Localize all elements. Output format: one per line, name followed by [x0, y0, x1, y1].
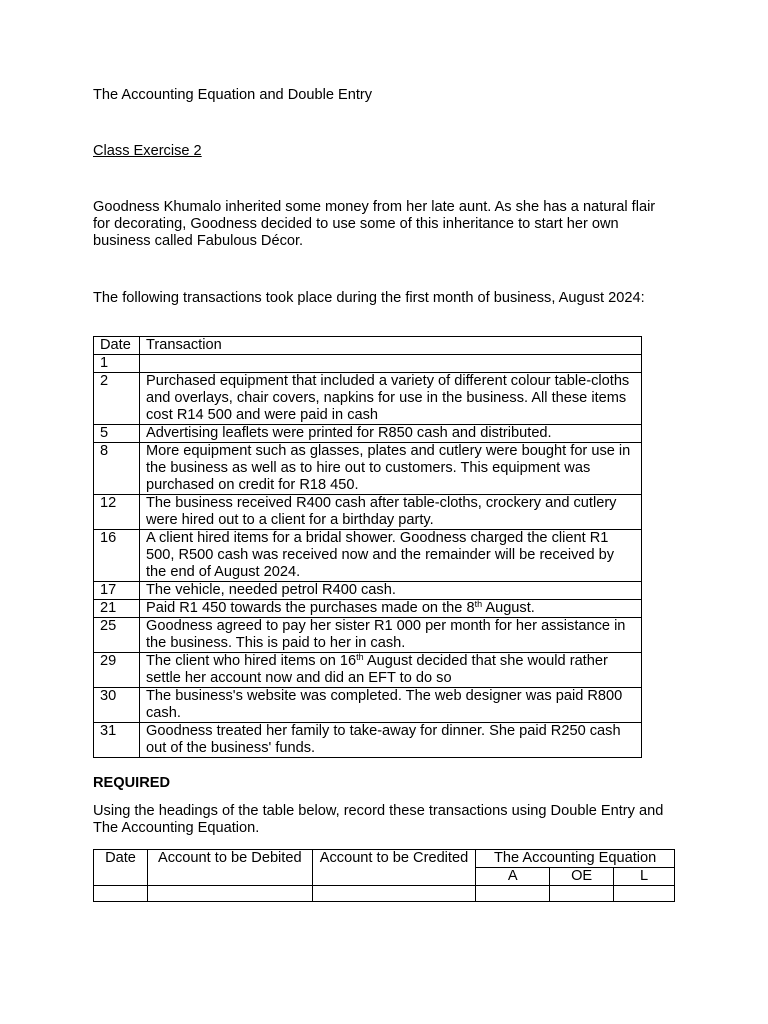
answer-cell[interactable] [312, 886, 476, 902]
table-row [94, 723, 642, 758]
exercise-subtitle: Class Exercise 2 [93, 143, 202, 159]
owners-equity-header: OE [550, 868, 614, 886]
row-text: A client hired items for a bridal shower. Goodness charged the client R1 500, R500 cash was received now and the remainder will be received by the end of August 2024. [140, 530, 642, 582]
answer-blank-row [94, 886, 675, 902]
table-row [94, 425, 642, 443]
table-row [94, 582, 642, 600]
row-text [140, 355, 642, 373]
row-text: The business received R400 cash after table-cloths, crockery and cutlery were hired out to a client for a birthday party. [140, 495, 642, 530]
answer-cell[interactable] [147, 886, 312, 902]
row-date: 5 [94, 425, 140, 443]
table-row [94, 373, 642, 425]
answer-table [93, 849, 675, 902]
row-text-before: Paid R1 450 towards the purchases made on the 8 [146, 600, 475, 616]
row-date: 1 [94, 355, 140, 373]
row-text: The vehicle, needed petrol R400 cash. [140, 582, 642, 600]
row-date: 17 [94, 582, 140, 600]
required-instructions: Using the headings of the table below, record these transactions using Double Entry and The Accounting Equation. [93, 803, 664, 836]
answer-cell[interactable] [550, 886, 614, 902]
row-text: Purchased equipment that included a variety of different colour table-cloths and overlays, chair covers, napkins for use in the business. All these items cost R14 500 and were paid in cash [140, 373, 642, 425]
liabilities-header: L [614, 868, 675, 886]
row-date: 31 [94, 723, 140, 758]
answer-cell[interactable] [94, 886, 148, 902]
ordinal-suffix: th [474, 599, 483, 609]
answer-date-header: Date [94, 850, 148, 886]
table-row [94, 653, 642, 688]
row-text: Advertising leaflets were printed for R850 cash and distributed. [140, 425, 642, 443]
table-row [94, 495, 642, 530]
row-date: 2 [94, 373, 140, 425]
table-row [94, 530, 642, 582]
row-text-after: August. [482, 600, 535, 616]
row-text: Goodness treated her family to take-away for dinner. She paid R250 cash out of the business' funds. [140, 723, 642, 758]
table-row [94, 355, 642, 373]
document-title: The Accounting Equation and Double Entry [93, 87, 373, 103]
answer-header-row [94, 850, 675, 868]
required-heading: REQUIRED [93, 775, 171, 791]
date-header: Date [94, 337, 140, 355]
transactions-lead: The following transactions took place during the first month of business, August 2024: [93, 290, 645, 306]
debit-account-header: Account to be Debited [147, 850, 312, 886]
row-date: 29 [94, 653, 140, 688]
ordinal-suffix: th [356, 652, 364, 662]
table-header-row [94, 337, 642, 355]
table-row [94, 600, 642, 618]
row-text-before: The client who hired items on 16 [146, 653, 357, 669]
table-row [94, 618, 642, 653]
answer-cell[interactable] [614, 886, 675, 902]
row-date: 16 [94, 530, 140, 582]
accounting-equation-header: The Accounting Equation [476, 850, 675, 868]
intro-paragraph: Goodness Khumalo inherited some money from her late aunt. As she has a natural flair for decorating, Goodness decided to use some of this inheritance to start her own business called Fabulous Décor. [93, 199, 656, 249]
row-date: 21 [94, 600, 140, 618]
row-text [140, 600, 642, 618]
credit-account-header: Account to be Credited [312, 850, 476, 886]
row-date: 25 [94, 618, 140, 653]
transaction-header: Transaction [140, 337, 642, 355]
row-text: Goodness agreed to pay her sister R1 000 per month for her assistance in the business. This is paid to her in cash. [140, 618, 642, 653]
assets-header: A [476, 868, 550, 886]
row-date: 30 [94, 688, 140, 723]
transactions-table [93, 336, 642, 758]
answer-cell[interactable] [476, 886, 550, 902]
row-text-after: August decided that she would rather settle her account now and did an EFT to do so [146, 653, 608, 686]
row-text: The business's website was completed. The web designer was paid R800 cash. [140, 688, 642, 723]
row-text: More equipment such as glasses, plates and cutlery were bought for use in the business as well as to hire out to customers. This equipment was purchased on credit for R18 450. [140, 443, 642, 495]
table-row [94, 688, 642, 723]
table-row [94, 443, 642, 495]
row-text [140, 653, 642, 688]
row-date: 12 [94, 495, 140, 530]
row-date: 8 [94, 443, 140, 495]
